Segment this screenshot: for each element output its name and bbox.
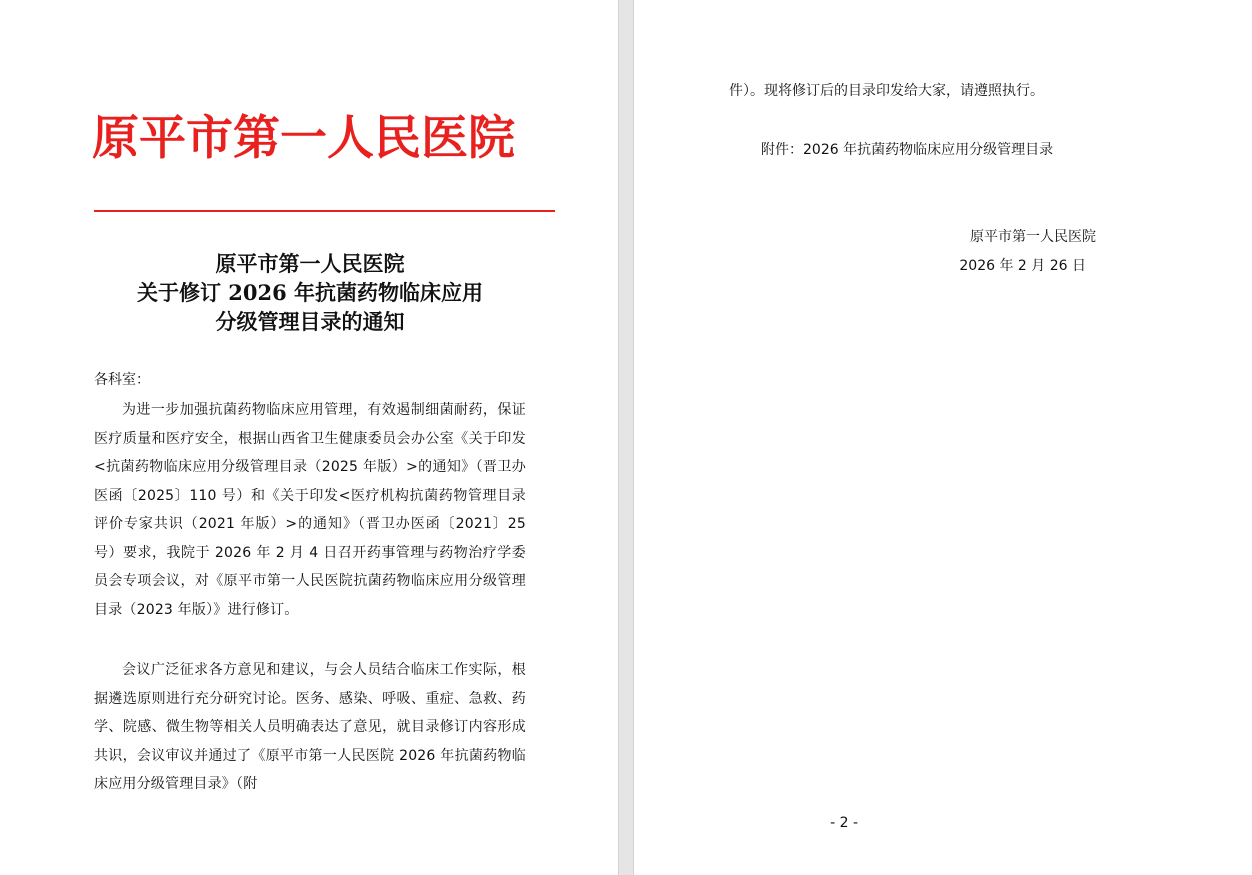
page-number: - 2 - [830, 815, 858, 831]
document-page-1 [0, 0, 619, 875]
title-line-3: 分级管理目录的通知 [215, 309, 405, 334]
red-divider-line [94, 210, 555, 212]
document-page-2 [633, 0, 1252, 875]
title-line-2: 关于修订 2026 年抗菌药物临床应用 [136, 280, 484, 305]
signature-date: 2026 年 2 月 26 日 [959, 258, 1086, 274]
attachment-line: 附件：2026 年抗菌药物临床应用分级管理目录 [761, 142, 1054, 158]
continuation-text: 件）。现将修订后的目录印发给大家，请遵照执行。 [729, 83, 1044, 99]
body-paragraph-2: 会议广泛征求各方意见和建议，与会人员结合临床工作实际，根据遴选原则进行充分研究讨论。医务、感染、呼吸、重症、急救、药学、院感、微生物等相关人员明确表达了意见，就目录修订内容形成共识，会议审议并通过了《原平市第一人民医院 2026 年抗菌药物临床应用分级管理目录》（附 [94, 662, 526, 792]
salutation: 各科室： [94, 372, 150, 388]
body-paragraph-1: 为进一步加强抗菌药物临床应用管理，有效遏制细菌耐药，保证医疗质量和医疗安全，根据山西省卫生健康委员会办公室《关于印发<抗菌药物临床应用分级管理目录（2025 年版）>的通知》（晋卫办医函〔2025〕110 号）和《关于印发<医疗机构抗菌药物管理目录评价专家共识（2021 年版）>的通知》（晋卫办医函〔2021〕25 号）要求，我院于 2026 年 2 月 4 日召开药事管理与药物治疗学委员会专项会议，对《原平市第一人民医院抗菌药物临床应用分级管理目录（2023 年版）》进行修订。 [94, 402, 526, 618]
signature-organization: 原平市第一人民医院 [970, 229, 1096, 245]
title-line-1: 原平市第一人民医院 [215, 251, 405, 276]
document-title [94, 249, 526, 336]
hospital-red-header: 原平市第一人民医院 [92, 111, 515, 166]
